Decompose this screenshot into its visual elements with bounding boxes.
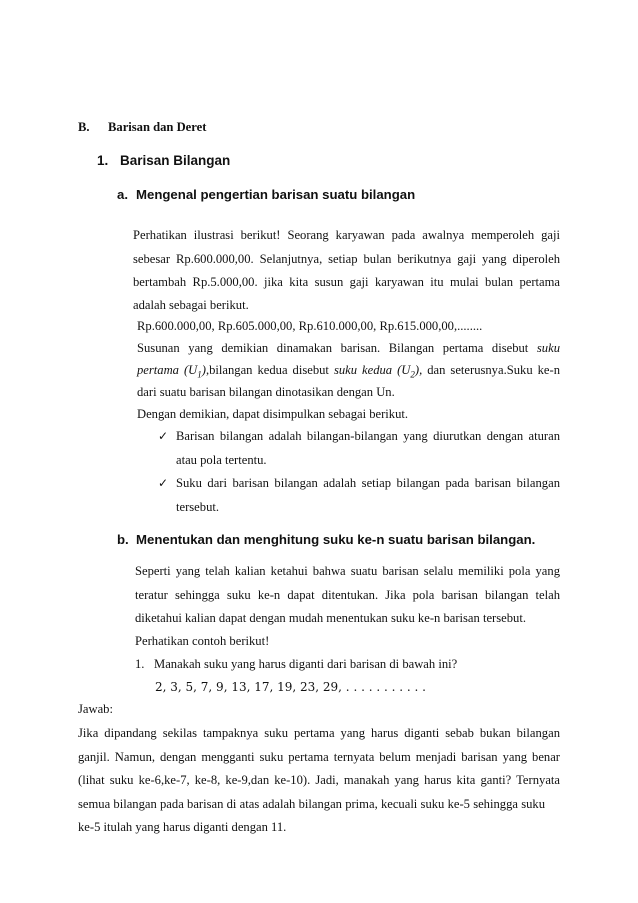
answer-label: Jawab: [78, 702, 113, 716]
question-text: Manakah suku yang harus diganti dari barisan di bawah ini? [154, 657, 458, 671]
paragraph-line: adalah sebagai berikut. [133, 298, 249, 312]
question-number: 1. [135, 657, 145, 671]
bullet-line: atau pola tertentu. [176, 453, 267, 467]
paragraph-line: Perhatikan contoh berikut! [135, 634, 270, 648]
bullet-line: tersebut. [176, 500, 220, 514]
paragraph-line: dari suatu barisan bilangan dinotasikan dengan Un. [137, 385, 395, 399]
subsection-number: 1. [97, 153, 109, 168]
section-title: Barisan dan Deret [108, 120, 207, 134]
paragraph-line: Dengan demikian, dapat disimpulkan sebagai berikut. [137, 407, 409, 421]
answer-line: Jika dipandang sekilas tampaknya suku pertama yang harus diganti sebab bukan bilangan [78, 726, 560, 740]
checkmark-icon: ✓ [158, 476, 169, 490]
heading-a-title: Mengenal pengertian barisan suatu bilangan [136, 187, 416, 202]
paragraph-line: pertama $(U_1),bilangan$ kedua disebut suku kedua $(U_2)$, dan seterusnya.Suku ke-n [137, 363, 560, 380]
bullet-line: Barisan bilangan adalah bilangan-bilangan yang diurutkan dengan aturan [176, 429, 560, 443]
number-sequence: 2, 3, 5, 7, 9, 13, 17, 19, 23, 29, . . . . . . . . . . . [155, 680, 426, 694]
paragraph-line: sebesar Rp.600.000,00. Selanjutnya, setiap bulan berikutnya gaji yang diperoleh [133, 252, 560, 266]
paragraph-line: Seperti yang telah kalian ketahui bahwa suatu barisan selalu memiliki pola yang [135, 564, 560, 578]
subsection-title: Barisan Bilangan [120, 153, 231, 168]
paragraph-line: Susunan yang demikian dinamakan barisan. Bilangan pertama disebut suku [137, 341, 560, 355]
heading-b-marker: b. [117, 532, 129, 547]
paragraph-line: teratur sehingga suku ke-n dapat ditentukan. Jika pola barisan bilangan telah [135, 588, 560, 602]
salary-sequence: Rp.600.000,00, Rp.605.000,00, Rp.610.000,00, Rp.615.000,00,........ [137, 319, 483, 333]
paragraph-line: Perhatikan ilustrasi berikut! Seorang karyawan pada awalnya memperoleh gaji [133, 228, 560, 242]
heading-a-marker: a. [117, 187, 128, 202]
answer-line: ganjil. Namun, dengan mengganti suku pertama ternyata belum menjadi barisan yang benar [78, 750, 560, 764]
paragraph-line: diketahui kalian dapat dengan mudah menentukan suku ke-n barisan tersebut. [135, 611, 526, 625]
answer-line: ke-5 itulah yang harus diganti dengan 11. [78, 820, 287, 834]
answer-line: semua bilangan pada barisan di atas adalah bilangan prima, kecuali suku ke-5 sehingga suku [78, 797, 545, 811]
paragraph-line: bertambah Rp.5.000,00. jika kita susun gaji karyawan itu mulai bulan pertama [133, 275, 560, 289]
answer-line: (lihat suku ke-6,ke-7, ke-8, ke-9,dan ke-10). Jadi, manakah yang harus kita ganti? Ternyata [78, 773, 560, 787]
heading-b-title: Menentukan dan menghitung suku ke-n suatu barisan bilangan. [136, 532, 536, 547]
section-marker: B. [78, 120, 90, 134]
checkmark-icon: ✓ [158, 429, 169, 443]
bullet-line: Suku dari barisan bilangan adalah setiap bilangan pada barisan bilangan [176, 476, 560, 490]
